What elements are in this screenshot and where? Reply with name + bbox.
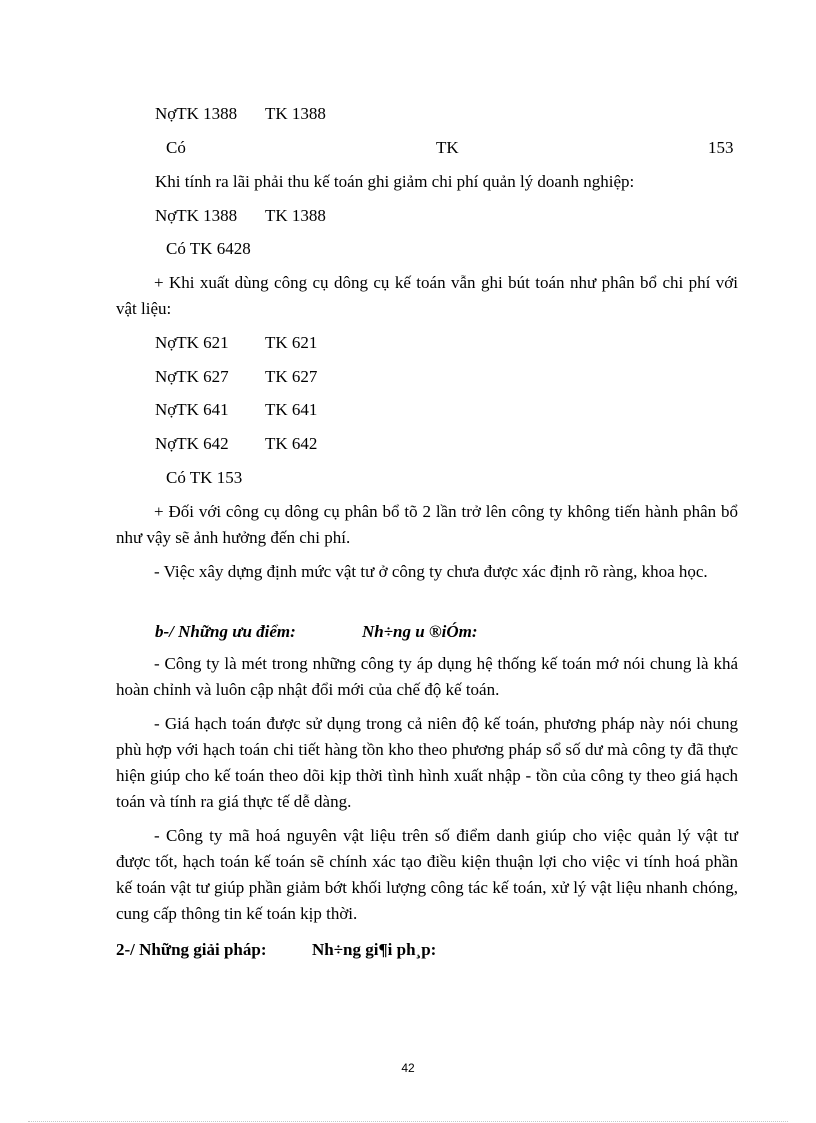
account-code: TK 641 (265, 400, 318, 419)
paragraph-text: + Đối với công cụ dông cụ phân bổ tõ 2 lần trở lên công ty không tiến hành phân bổ như vậy sẽ ảnh hưởng đến chi phí. (116, 502, 738, 547)
page-bottom-border (28, 1121, 788, 1122)
account-code: TK 627 (265, 367, 318, 386)
account-code: TK 1388 (265, 206, 326, 225)
journal-entry-debit (155, 400, 317, 420)
debit-account: NợTK 627 (155, 367, 229, 386)
section-heading: b-/ Những ưu điểm: (155, 622, 296, 641)
journal-entry-debit (155, 333, 317, 353)
debit-account: NợTK 621 (155, 333, 229, 352)
journal-entry-debit (155, 206, 326, 226)
credit-entry: Có TK 6428 (166, 239, 251, 258)
paragraph (116, 499, 738, 551)
paragraph (116, 711, 738, 815)
credit-account-number: 153 (708, 138, 734, 157)
account-code: TK 621 (265, 333, 318, 352)
paragraph-text: - Công ty mã hoá nguyên vật liệu trên số điểm danh giúp cho việc quản lý vật tư được tốt, hạch toán kế toán sẽ chính xác tạo điều kiện thuận lợi cho việc vi tính hoá phần kế toán vật tư giúp phần giảm bớt khối lượng công tác kế toán, xử lý vật liệu nhanh chóng, cung cấp thông tin kế toán kịp thời. (116, 826, 738, 923)
section-heading-legacy-font: Nh÷ng u ®iÓm: (362, 622, 478, 641)
paragraph: Khi tính ra lãi phải thu kế toán ghi giảm chi phí quản lý doanh nghiệp: (155, 172, 635, 191)
account-code: TK 642 (265, 434, 318, 453)
journal-entry-debit (155, 104, 326, 124)
paragraph-text: - Giá hạch toán được sử dụng trong cả niên độ kế toán, phương pháp này nói chung phù hợp với hạch toán chi tiết hàng tồn kho theo phương pháp sổ số dư mà công ty đã thực hiện giúp cho kế toán theo dõi kịp thời tình hình xuất nhập - tồn của công ty theo giá hạch toán và tính ra giá thực tế dễ dàng. (116, 714, 738, 811)
section-heading: 2-/ Những giải pháp: (116, 940, 267, 959)
account-code: TK 1388 (265, 104, 326, 123)
section-heading-legacy-font: Nh÷ng gi¶i ph¸p: (312, 940, 437, 959)
paragraph (116, 270, 738, 322)
paragraph-text: - Việc xây dựng định mức vật tư ở công ty chưa được xác định rõ ràng, khoa học. (154, 562, 708, 581)
paragraph (116, 651, 738, 703)
journal-entry-debit (155, 434, 317, 454)
journal-entry-debit (155, 367, 317, 387)
debit-account: NợTK 642 (155, 434, 229, 453)
paragraph-text: - Công ty là mét trong những công ty áp dụng hệ thống kế toán mớ nói chung là khá hoàn chỉnh và luôn cập nhật đổi mới của chế độ kế toán. (116, 654, 738, 699)
paragraph (116, 559, 738, 585)
page-number: 42 (401, 1061, 415, 1075)
credit-account: TK (436, 138, 459, 157)
credit-entry: Có TK 153 (166, 468, 243, 487)
credit-label: Có (166, 138, 186, 157)
debit-account: NợTK 1388 (155, 206, 238, 225)
debit-account: NợTK 641 (155, 400, 229, 419)
paragraph-text: + Khi xuất dùng công cụ dông cụ kế toán vẫn ghi bút toán như phân bổ chi phí với vật liệu: (116, 273, 738, 318)
debit-account: NợTK 1388 (155, 104, 238, 123)
paragraph (116, 823, 738, 927)
